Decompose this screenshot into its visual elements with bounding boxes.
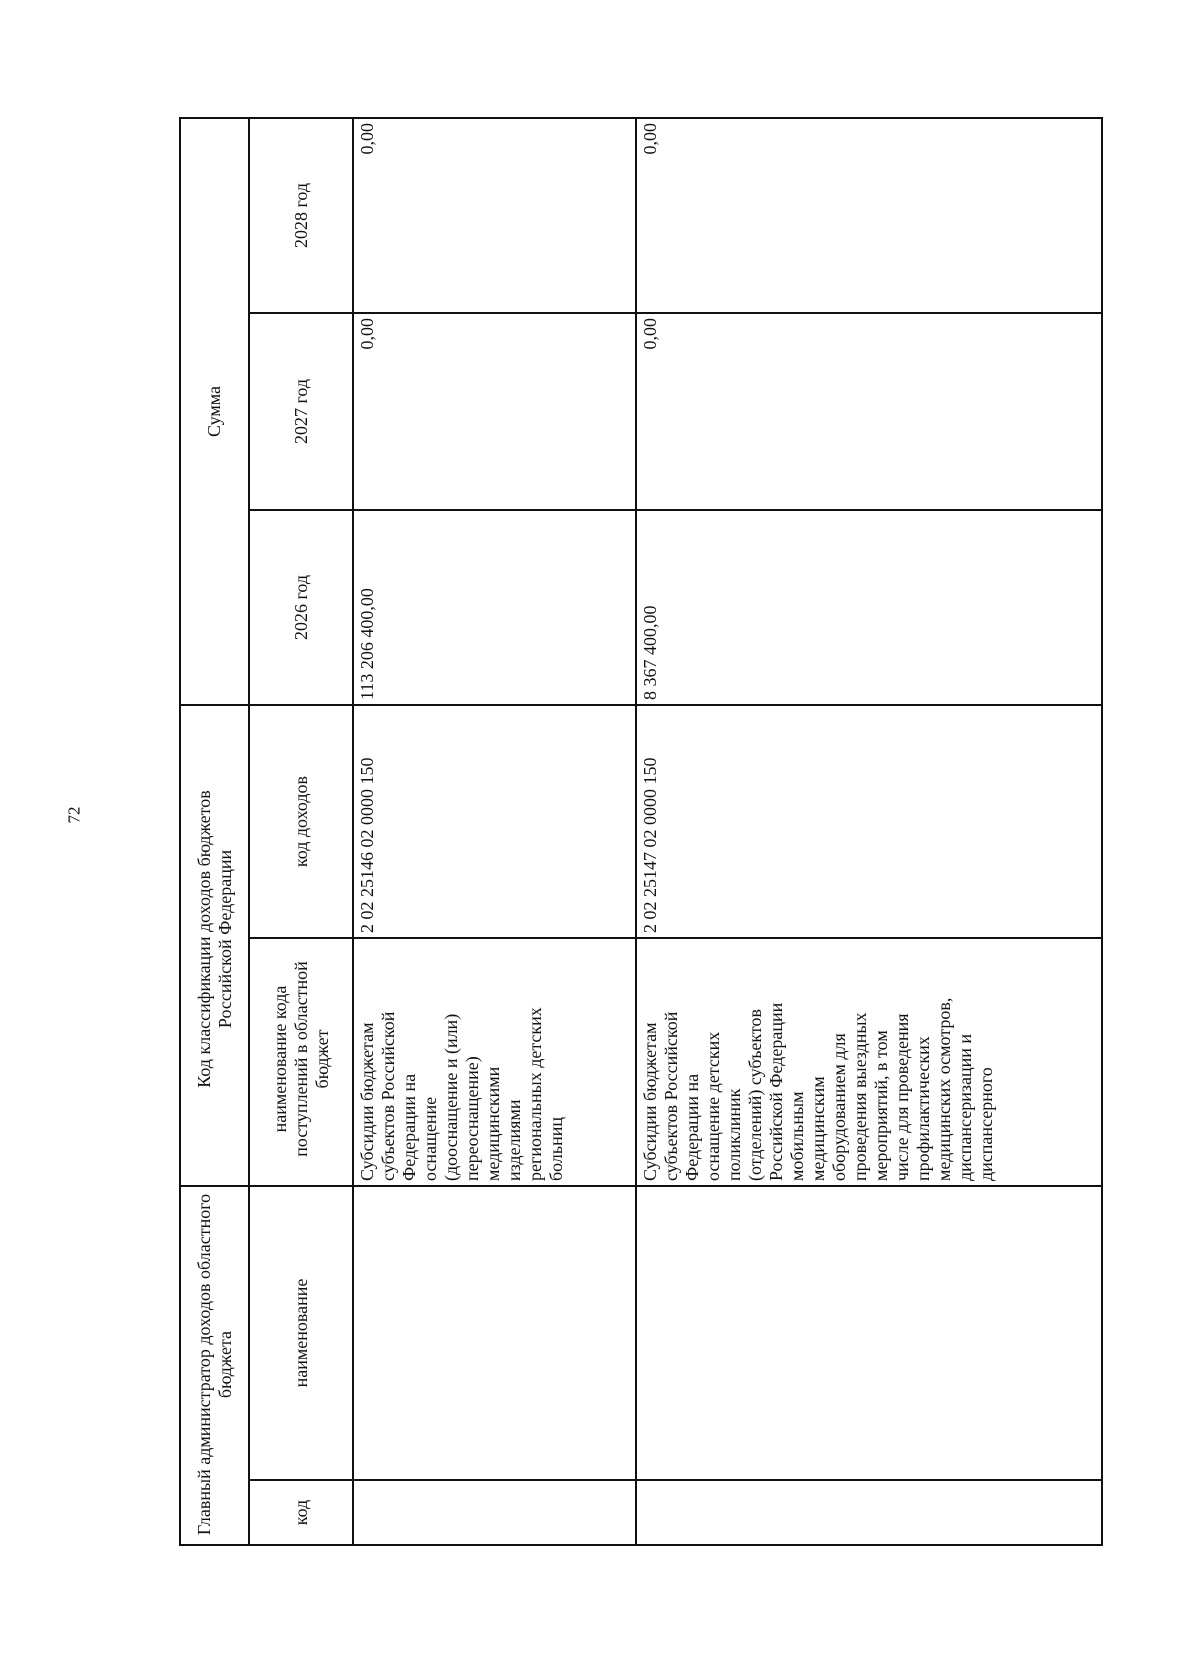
header-admin-name: наименование xyxy=(290,1278,311,1388)
table-row-1-amount-2026: 113 206 400,00 xyxy=(357,588,377,700)
header-admin-code: код xyxy=(290,1499,311,1526)
header-classification-code: код доходов xyxy=(290,775,311,868)
table-row-2-amount-2028: 0,00 xyxy=(640,123,660,155)
table-row-2-admin-code xyxy=(637,1481,1101,1544)
table-row-2-amount-2027: 0,00 xyxy=(640,318,660,350)
table-row-1-income-code: 2 02 25146 02 0000 150 xyxy=(357,757,377,933)
header-year-2027: 2027 год xyxy=(290,378,311,445)
header-year-2026: 2026 год xyxy=(290,574,311,641)
table-row-1-description: Субсидии бюджетам субъектов Российской Федерации на оснащение (дооснащение и (или) переоснащение) медицинскими изделиями региональных детских больниц xyxy=(357,1007,566,1181)
table-border-bottom xyxy=(1101,117,1103,1546)
table-row-1-admin-code xyxy=(354,1481,635,1544)
table-row-1-amount-2028: 0,00 xyxy=(357,123,377,155)
header-classification-name: наименование кода поступлений в областной бюджет xyxy=(269,961,332,1157)
page-number: 72 xyxy=(64,806,84,824)
table-border-left xyxy=(179,1544,1103,1546)
table-row-2-amount-2026: 8 367 400,00 xyxy=(640,605,660,700)
header-classification-group: Код классификации доходов бюджетов Российской Федерации xyxy=(193,790,235,1088)
table-row-1-amount-2027: 0,00 xyxy=(357,318,377,350)
header-year-2028: 2028 год xyxy=(290,182,311,249)
table-row-1-admin-name xyxy=(354,1187,635,1479)
table-row-2-income-code: 2 02 25147 02 0000 150 xyxy=(640,757,660,933)
header-admin-group: Главный администратор доходов областного бюджета xyxy=(193,1193,235,1536)
header-sum-group: Сумма xyxy=(204,386,224,437)
table-row-2-admin-name xyxy=(637,1187,1101,1479)
table-row-2-description: Субсидии бюджетам субъектов Российской Федерации на оснащение детских поликлиник (отделений) субъектов Российской Федерации мобильным медицинским оборудованием для проведения выездных мероприятий, в том числе для проведения профилактических медицинских осмотров, диспансеризации и диспансерного xyxy=(640,997,996,1181)
